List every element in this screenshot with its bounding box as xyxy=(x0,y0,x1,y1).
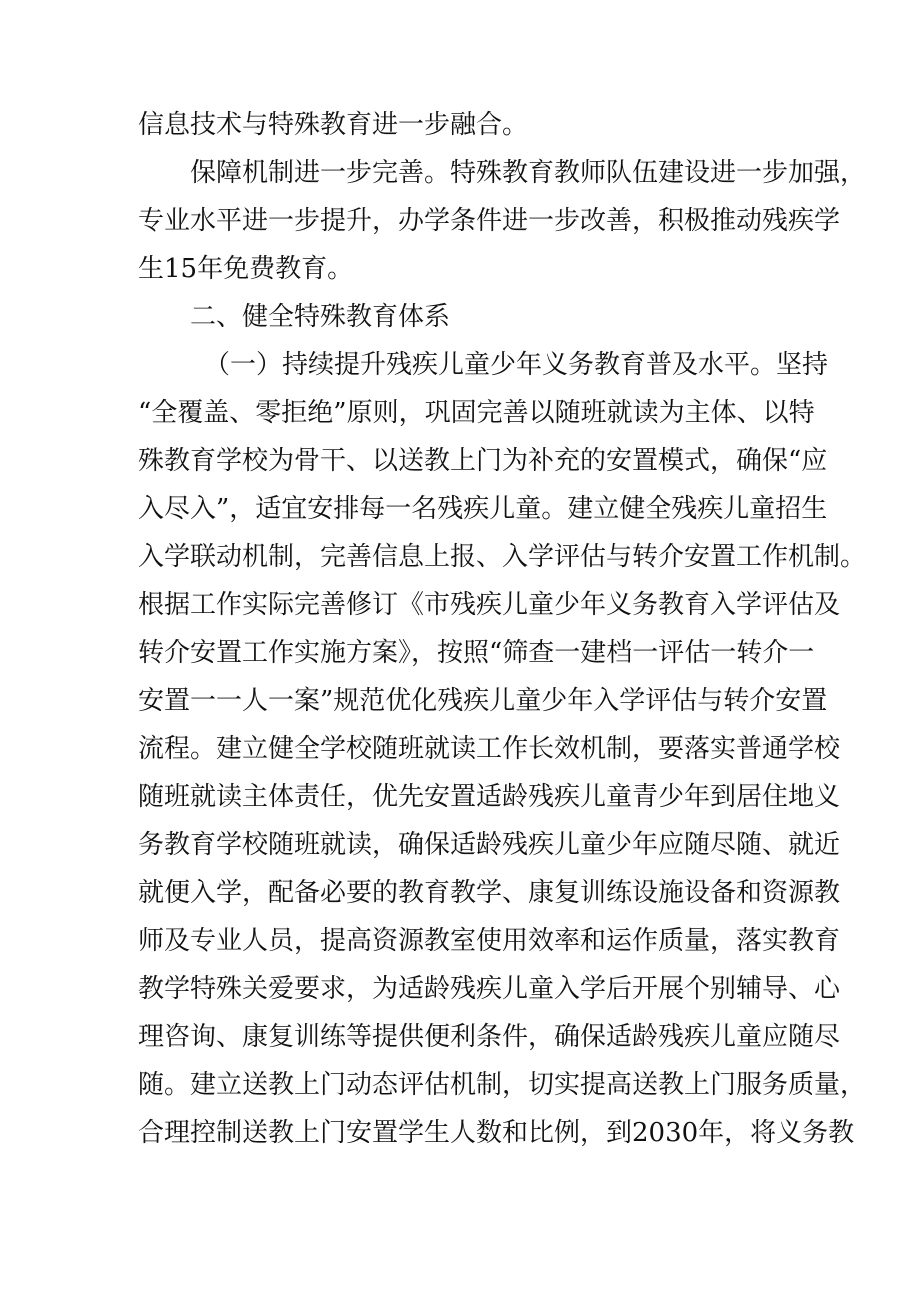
paragraph-line: 师及专业人员，提高资源教室使用效率和运作质量，落实教育 xyxy=(138,926,841,956)
paragraph-line: 合理控制送教上门安置学生人数和比例，到2030年，将义务教 xyxy=(138,1118,855,1148)
subsection-heading-line: （一）持续提升残疾儿童少年义务教育普及水平。坚持 xyxy=(204,350,829,380)
paragraph-line: 转介安置工作实施方案》，按照“筛查一建档一评估一转介一 xyxy=(138,638,815,668)
paragraph-line: 随。建立送教上门动态评估机制，切实提高送教上门服务质量， xyxy=(138,1070,867,1100)
paragraph-line: 就便入学，配备必要的教育教学、康复训练设施设备和资源教 xyxy=(138,878,841,908)
paragraph-line: “全覆盖、零拒绝”原则，巩固完善以随班就读为主体、以特 xyxy=(138,398,815,428)
paragraph-line: 流程。建立健全学校随班就读工作长效机制，要落实普通学校 xyxy=(138,734,841,764)
paragraph-line: 务教育学校随班就读，确保适龄残疾儿童少年应随尽随、就近 xyxy=(138,830,841,860)
paragraph-line: 安置一一人一案”规范优化残疾儿童少年入学评估与转介安置 xyxy=(138,686,828,716)
paragraph-line: 生15年免费教育。 xyxy=(138,254,354,284)
paragraph-line: 理咨询、康复训练等提供便利条件，确保适龄残疾儿童应随尽 xyxy=(138,1022,841,1052)
paragraph-line: 随班就读主体责任，优先安置适龄残疾儿童青少年到居住地义 xyxy=(138,782,841,812)
paragraph-line: 保障机制进一步完善。特殊教育教师队伍建设进一步加强， xyxy=(190,158,867,188)
paragraph-line: 入尽入”，适宜安排每一名残疾儿童。建立健全残疾儿童招生 xyxy=(138,494,828,524)
paragraph-line: 专业水平进一步提升，办学条件进一步改善，积极推动残疾学 xyxy=(138,206,841,236)
paragraph-line: 信息技术与特殊教育进一步融合。 xyxy=(138,110,529,140)
section-heading: 二、健全特殊教育体系 xyxy=(190,302,451,332)
document-body xyxy=(138,101,867,1157)
paragraph-line: 入学联动机制，完善信息上报、入学评估与转介安置工作机制。 xyxy=(138,542,867,572)
paragraph-line: 教学特殊关爱要求，为适龄残疾儿童入学后开展个别辅导、心 xyxy=(138,974,841,1004)
paragraph-line: 殊教育学校为骨干、以送教上门为补充的安置模式，确保“应 xyxy=(138,446,828,476)
paragraph-line: 根据工作实际完善修订《市残疾儿童少年义务教育入学评估及 xyxy=(138,590,841,620)
